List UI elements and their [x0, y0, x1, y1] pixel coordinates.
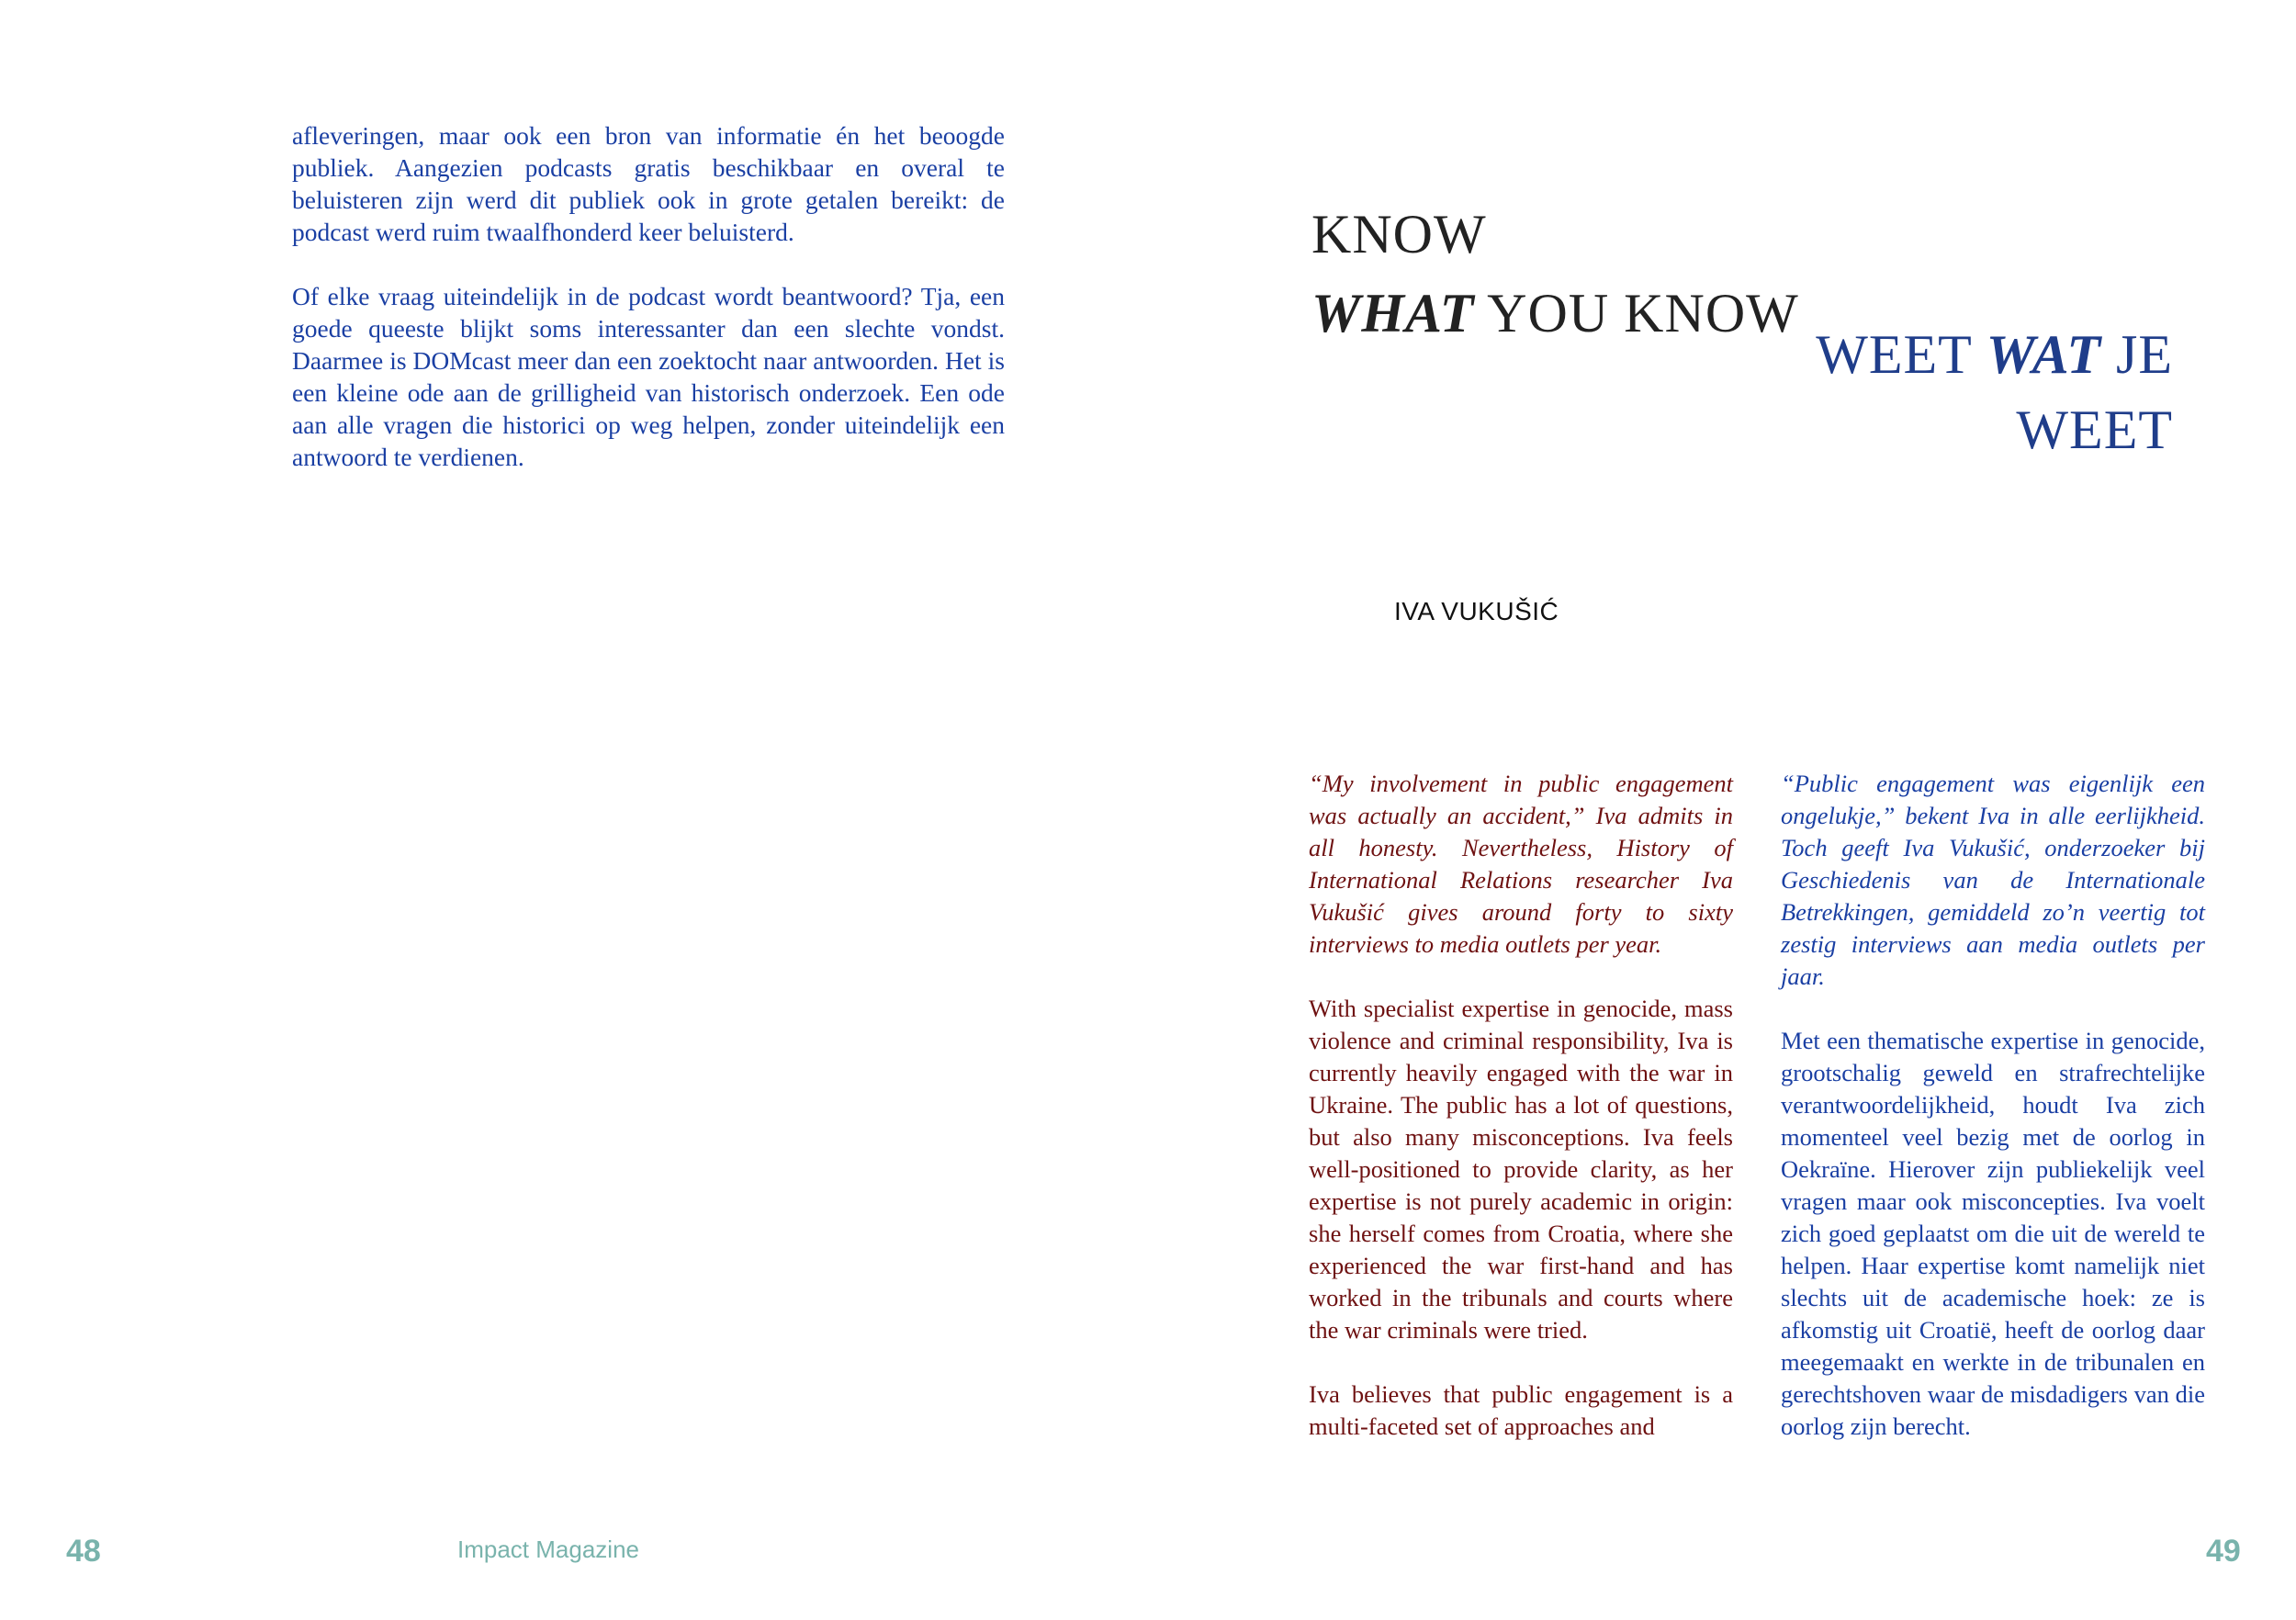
dutch-paragraph-2: Met een thematische expertise in genocide, grootschalig geweld en strafrechtelijke verantwoordelijkheid, houdt Iva zich momenteel veel bezig met de oorlog in Oekraïne. Hierover zijn publiekelijk veel vragen maar ook misconcepties. Iva voelt zich goed geplaatst om die uit de wereld te helpen. Haar expertise komt namelijk niet slechts uit de academische hoek: ze is afkomstig uit Croatië, heeft de oorlog daar meegemaakt en werkte in de tribunalen en gerechtshoven waar de misdadigers van die oorlog zijn berecht. [1781, 1027, 2205, 1440]
title-dutch-post: JE [2101, 324, 2173, 385]
magazine-name: Impact Magazine [457, 1536, 639, 1563]
english-column [1309, 768, 1733, 1443]
left-paragraph-2: Of elke vraag uiteindelijk in de podcast wordt beantwoord? Tja, een goede queeste blijkt soms interessanter dan een slechte vondst. Daarmee is DOMcast meer dan een zoektocht naar antwoorden. Het is een kleine ode aan de grilligheid van historisch onderzoek. Een ode aan alle vragen die historici op weg helpen, zonder uiteindelijk een antwoord te verdienen. [292, 282, 1005, 471]
title-english-emphasis: WHAT [1311, 283, 1475, 344]
dutch-column [1781, 768, 2205, 1443]
title-english-rest: YOU KNOW [1474, 283, 1799, 344]
title-dutch-pre: WEET [1816, 324, 1986, 385]
title-dutch-line-2: WEET [2016, 399, 2173, 460]
left-article-column [292, 119, 1005, 473]
title-dutch-line-1 [1745, 317, 2173, 392]
page-number-left: 48 [66, 1534, 101, 1569]
title-english-line-2 [1311, 274, 1799, 353]
title-english-line-1: KNOW [1311, 204, 1487, 265]
english-paragraph-2: With specialist expertise in genocide, mass violence and criminal responsibility, Iva is currently heavily engaged with the war in Ukraine. The public has a lot of questions, but also many misconceptions. Iva feels well-positioned to provide clarity, as her expertise is not purely academic in origin: she herself comes from Croatia, where she experienced the war first-hand and has worked in the tribunals and courts where the war criminals were tried. [1309, 995, 1733, 1344]
page-number-right: 49 [2206, 1534, 2241, 1569]
left-paragraph-1: afleveringen, maar ook een bron van informatie én het beoogde publiek. Aangezien podcasts gratis beschikbaar en overal te beluisteren zijn werd dit publiek ook in grote getalen bereikt: de podcast werd ruim twaalfhonderd keer beluisterd. [292, 121, 1005, 246]
english-paragraph-3: Iva believes that public engagement is a multi-faceted set of approaches and [1309, 1380, 1733, 1440]
dutch-intro: “Public engagement was eigenlijk een ongelukje,” bekent Iva in alle eerlijkheid. Toch geeft Iva Vukušić, onderzoeker bij Geschiedenis van de Internationale Betrekkingen, gemiddeld zo’n veertig tot zestig interviews aan media outlets per jaar. [1781, 770, 2205, 990]
title-english [1311, 195, 1799, 353]
title-dutch [1745, 317, 2173, 467]
english-intro: “My involvement in public engagement was actually an accident,” Iva admits in all honesty. Nevertheless, History of International Relations researcher Iva Vukušić gives around forty to sixty interviews to media outlets per year. [1309, 770, 1733, 958]
title-dutch-emphasis: WAT [1986, 324, 2101, 385]
author-name: IVA VUKUŠIĆ [1394, 597, 1559, 625]
